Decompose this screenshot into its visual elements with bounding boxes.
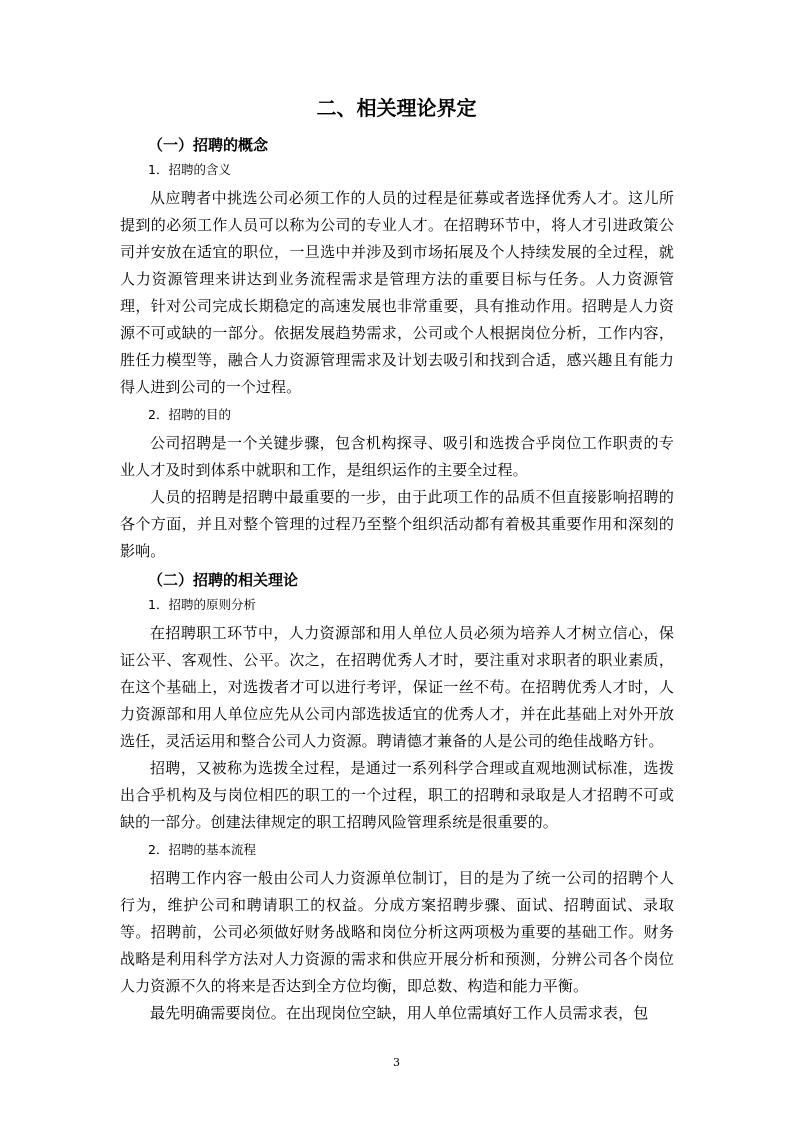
paragraph-principles-2: 招聘，又被称为选拨全过程，是通过一系列科学合理或直观地测试标准，选拨出合乎机构及与岗位相匹的职工的一个过程，职工的招聘和录取是人才招聘不可或缺的一部分。创建法律规定的职工招聘风险管理系统是很重要的。: [120, 759, 674, 831]
paragraph-purpose-2: 人员的招聘是招聘中最重要的一步，由于此项工作的品质不但直接影响招聘的各个方面，并且对整个管理的过程乃至整个组织活动都有着极其重要作用和深刻的影响。: [120, 488, 674, 560]
page-number: 3: [393, 1056, 400, 1069]
subsection-heading-process: 2．招聘的基本流程: [148, 842, 256, 857]
paragraph-process-1: 招聘工作内容一般由公司人力资源单位制订，目的是为了统一公司的招聘个人行为，维护公司和聘请职工的权益。分成方案招聘步骤、面试、招聘面试、录取等。招聘前，公司必须做好财务战略和岗位分析这两项极为重要的基础工作。财务战略是利用科学方法对人力资源的需求和供应开展分析和预测，分辨公司各个岗位人力资源不久的将来是否达到全方位均衡，即总数、构造和能力平衡。: [120, 869, 674, 995]
section-heading-theory: （二）招聘的相关理论: [148, 571, 299, 589]
paragraph-process-2: 最先明确需要岗位。在出现岗位空缺，用人单位需填好工作人员需求表，包: [150, 1004, 649, 1022]
document-body: [120, 132, 674, 1027]
paragraph-purpose-1: 公司招聘是一个关键步骤，包含机构探寻、吸引和选拨合乎岗位工作职责的专业人才及时到体系中就职和工作，是组织运作的主要全过程。: [120, 434, 674, 479]
paragraph-principles-1: 在招聘职工环节中，人力资源部和用人单位人员必须为培养人才树立信心，保证公平、客观性、公平。次之，在招聘优秀人才时，要注重对求职者的职业素质，在这个基础上，对选拨者才可以进行考评，保证一丝不苟。在招聘优秀人才时，人力资源部和用人单位应先从公司内部选拔适宜的优秀人才，并在此基础上对外开放选任，灵活运用和整合公司人力资源。聘请德才兼备的人是公司的绝佳战略方针。: [120, 624, 674, 750]
paragraph-meaning: 从应聘者中挑选公司必须工作的人员的过程是征募或者选择优秀人才。这儿所提到的必须工作人员可以称为公司的专业人才。在招聘环节中，将人才引进政策公司并安放在适宜的职位，一旦选中并涉及到市场拓展及个人持续发展的全过程，就人力资源管理来讲达到业务流程需求是管理方法的重要目标与任务。人力资源管理，针对公司完成长期稳定的高速发展也非常重要，具有推动作用。招聘是人力资源不可或缺的一部分。依据发展趋势需求，公司或个人根据岗位分析，工作内容，胜任力模型等，融合人力资源管理需求及计划去吸引和找到合适，感兴趣且有能力得人进到公司的一个过程。: [120, 189, 674, 396]
subsection-heading-purpose: 2．招聘的目的: [148, 407, 231, 422]
subsection-heading-meaning: 1．招聘的含义: [148, 162, 231, 177]
section-heading-concept: （一）招聘的概念: [148, 136, 269, 154]
chapter-title: 二、相关理论界定: [316, 96, 477, 120]
subsection-heading-principles: 1．招聘的原则分析: [148, 597, 256, 612]
